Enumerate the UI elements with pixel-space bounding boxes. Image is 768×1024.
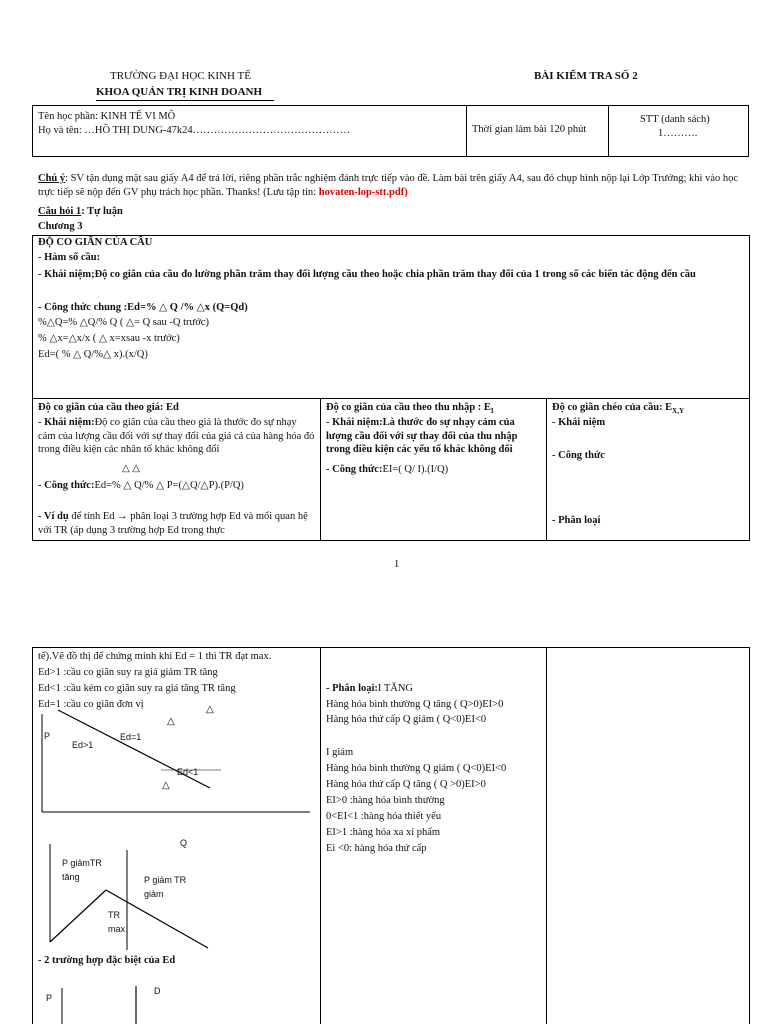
triangle-mark: △ xyxy=(167,716,175,727)
triangle-mark: △ xyxy=(162,780,170,791)
income-row-4: Hàng hóa bình thường Q giảm ( Q<0)EI<0 xyxy=(326,763,507,774)
col1-heading: Độ co giãn của cầu theo giá: Ed xyxy=(38,402,179,413)
time-limit: Thời gian làm bài 120 phút xyxy=(472,124,587,135)
case-ed-greater-1: Ed>1 :cầu co giãn suy ra giá giảm TR tăng xyxy=(38,667,218,678)
stt-value: 1………. xyxy=(658,128,698,139)
student-name: Họ và tên: …HỒ THỊ DUNG-47k24……………………………………… xyxy=(38,125,351,136)
faculty-underline xyxy=(96,100,274,101)
graph1-p-label: P xyxy=(44,731,51,741)
chapter-label: Chương 3 xyxy=(38,221,83,232)
note-label: Chú ý xyxy=(38,173,66,184)
definition-general: - Khái niệm;Độ co giãn của cầu đo lường phần trăm thay đổi lượng cầu theo hoặc chia phần trăm thay đổi của 1 trong số các biến tác động đến cầu xyxy=(38,269,696,280)
col2-definition: - Khái niệm:Là thước đo sự nhạy cảm của lượng cầu đối với sự thay đổi của thu nhập trong điều kiện các yếu tố khác không đổi xyxy=(326,417,518,455)
income-row-8: EI>1 :hàng hóa xa xỉ phẩm xyxy=(326,827,441,838)
income-row-1: Hàng hóa bình thường Q tăng ( Q>0)EI>0 xyxy=(326,699,504,710)
income-row-6: EI>0 :hàng hóa bình thường xyxy=(326,795,445,806)
formula-line-3: Ed=( % △ Q/%△ x).(x/Q) xyxy=(38,349,148,360)
section-heading: ĐỘ CO GIÃN CỦA CẦU xyxy=(38,237,153,248)
col3-formula-label: - Công thức xyxy=(552,450,605,461)
graph-special-cases xyxy=(36,982,236,1024)
graph2-left-line1: P giảmTR xyxy=(62,858,102,868)
graph2-max: max xyxy=(108,924,126,934)
case-ed-less-1: Ed<1 :cầu kém co giãn suy ra giá tăng TR tăng xyxy=(38,683,236,694)
income-row-2: Hàng hóa thứ cấp Q giảm ( Q<0)EI<0 xyxy=(326,714,487,725)
question-title: Câu hỏi 1: Tự luận xyxy=(38,206,123,217)
course-name: Tên học phần: KINH TẾ VI MÔ xyxy=(38,111,176,122)
stt-label: STT (danh sách) xyxy=(640,114,710,125)
graph1-ed-gt1: Ed>1 xyxy=(72,740,94,750)
special-cases-heading: - 2 trường hợp đặc biệt của Ed xyxy=(38,955,176,966)
graph3-d-label: D xyxy=(154,986,161,996)
exam-title: BÀI KIỂM TRA SỐ 2 xyxy=(534,70,638,82)
demand-function-label: - Hàm số cầu: xyxy=(38,252,101,263)
graph3-p-label: P xyxy=(46,993,53,1003)
col2-heading: Độ co giãn của cầu theo thu nhập : $E_I$ xyxy=(326,402,494,416)
income-row-5: Hàng hóa thứ cấp Q tăng ( Q >0)EI>0 xyxy=(326,779,486,790)
income-row-9: Ei <0: hàng hóa thứ cấp xyxy=(326,843,427,854)
note-text: : SV tận dụng mặt sau giấy A4 để trả lời, riêng phần trắc nghiệm đánh trực tiếp vào đề. Làm bài trên giấy A4, sau đó chụp hình nộp lại Lớp Trưởng; khi vào học trực tiếp sẽ nộp đến GV phụ trách học phần. Thanks! (Lưu tập tin: xyxy=(38,173,739,198)
income-row-3: I giảm xyxy=(326,747,354,758)
col1-continuation: tế).Vẽ đồ thị để chứng minh khi Ed = 1 thì TR đạt max. xyxy=(38,651,272,662)
formula-line-2: % △x=△x/x ( △ x=xsau -x trước) xyxy=(38,333,180,344)
triangle-marks: △ △ xyxy=(122,463,140,474)
graph1-q-label: Q xyxy=(180,838,188,848)
graph1-ed-eq1: Ed=1 xyxy=(120,732,142,742)
col3-heading: Độ co giãn chéo của cầu: $E_{X,Y}$ xyxy=(552,402,685,416)
page-number: 1 xyxy=(394,559,400,570)
graph-demand-elasticity xyxy=(36,700,318,825)
school-name: TRƯỜNG ĐẠI HỌC KINH TẾ xyxy=(110,70,251,82)
formula-general: - Công thức chung :Ed=% △ Q /% △x (Q=Qd) xyxy=(38,302,248,313)
faculty-name: KHOA QUẢN TRỊ KINH DOANH xyxy=(96,86,263,98)
income-row-7: 0<EI<1 :hàng hóa thiết yếu xyxy=(326,811,442,822)
graph2-right-line1: P giảm TR xyxy=(144,875,187,885)
col1-example: - Ví dụ để tính Ed → phân loại 3 trường hợp Ed và mối quan hệ với TR (áp dụng 3 trường hợp Ed trong thực xyxy=(38,511,308,536)
col3-definition-label: - Khái niệm xyxy=(552,417,606,428)
note-paragraph: Chú ý: SV tận dụng mặt sau giấy A4 để trả lời, riêng phần trắc nghiệm đánh trực tiếp vào đề. Làm bài trên giấy A4, sau đó chụp hình nộp lại Lớp Trưởng; khi vào học trực tiếp sẽ nộp đến GV phụ trách học phần. Thanks! (Lưu tập tin: hovaten-lop-stt.pdf) xyxy=(38,173,739,198)
graph-total-revenue xyxy=(36,838,318,950)
col1-definition: - Khái niệm:Độ co giãn của cầu theo giá là thước đo sự nhạy cảm của lượng cầu đối với sự thay đổi của giá cả của hàng hóa đó trong điều kiện các nhân tố khác không đổi xyxy=(38,417,315,455)
col1-formula: - Công thức:Ed=% △ Q/% △ P=(△Q/△P).(P/Q) xyxy=(38,480,244,491)
graph2-left-line2: tăng xyxy=(62,872,80,882)
graph2-tr: TR xyxy=(108,910,120,920)
triangle-mark: △ xyxy=(206,704,214,715)
graph2-right-line2: giảm xyxy=(144,889,164,899)
case-ed-equal-1: Ed=1 :cầu co giãn đơn vị xyxy=(38,699,144,710)
formula-line-1: %△Q=% △Q/% Q ( △= Q sau -Q trước) xyxy=(38,317,209,328)
note-filename: hovaten-lop-stt.pdf xyxy=(318,186,405,198)
tr-rising xyxy=(50,890,106,942)
graph1-ed-lt1: Ed<1 xyxy=(177,767,199,777)
col3-classification-label: - Phân loại xyxy=(552,515,601,526)
col2-classification: - Phân loại:I TĂNG xyxy=(326,683,414,694)
col2-formula: - Công thức:EI=( Q/ I).(I/Q) xyxy=(326,464,449,475)
